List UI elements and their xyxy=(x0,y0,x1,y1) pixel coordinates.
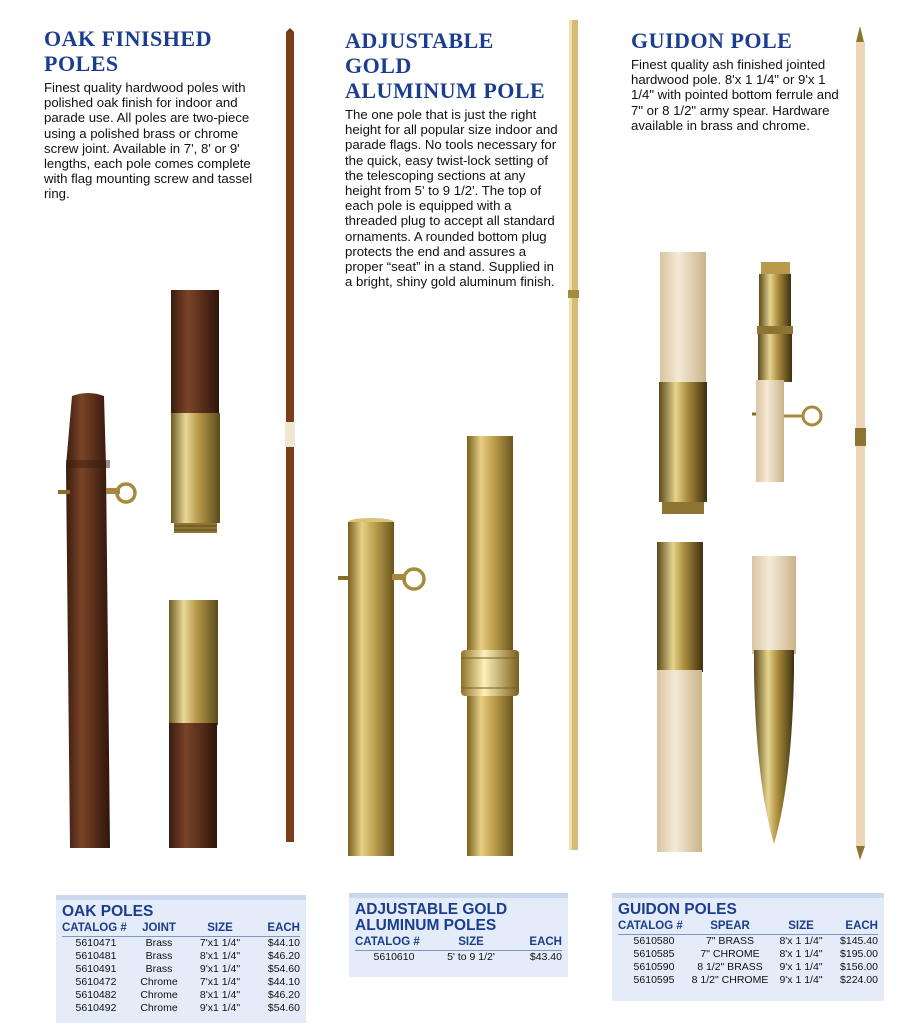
col-spear: SPEAR xyxy=(710,920,750,932)
guidon-pole-illustration xyxy=(650,22,880,867)
table-row xyxy=(62,950,300,963)
table-cell: 7" BRASS xyxy=(705,935,755,947)
table-cell: 5610472 xyxy=(75,976,117,988)
guidon-title: GUIDON POLE xyxy=(631,28,793,53)
table-cell: 8'x1 1/4" xyxy=(199,950,241,962)
col-catalog: CATALOG # xyxy=(618,920,683,932)
oak-title: OAK FINISHED POLES xyxy=(44,26,212,76)
table-cell: Chrome xyxy=(140,976,178,988)
gold-pole-bottom-section xyxy=(338,518,424,856)
table-cell: Chrome xyxy=(140,989,178,1001)
table-cell: 9'x 1 1/4" xyxy=(779,961,823,973)
gold-table-header xyxy=(355,936,562,951)
gold-title-line2: ALUMINUM POLE xyxy=(345,78,546,103)
table-cell: 9'x1 1/4" xyxy=(199,1002,241,1014)
table-cell: $54.60 xyxy=(267,1002,300,1014)
table-cell: 8 1/2" BRASS xyxy=(697,961,763,973)
table-row xyxy=(62,1002,300,1015)
oak-table-title: OAK POLES xyxy=(62,903,154,920)
table-cell: $156.00 xyxy=(840,961,878,973)
table-row xyxy=(62,937,300,950)
oak-description: Finest quality hardwood poles with polished oak finish for indoor and parade use. All poles are two-piece using a polished brass or chrome screw joint. Available in 7', 8' or 9' lengths, each pole comes complete with flag mounting screw and tassel ring. xyxy=(44,80,253,202)
table-cell: $54.60 xyxy=(267,963,300,975)
table-cell: Brass xyxy=(145,937,173,949)
table-cell: 5610595 xyxy=(633,974,675,986)
table-cell: $46.20 xyxy=(267,950,300,962)
table-cell: 5610585 xyxy=(633,948,675,960)
guidon-table-header xyxy=(618,920,878,935)
table-cell: 5' to 9 1/2' xyxy=(447,951,495,963)
col-each: EACH xyxy=(529,936,562,948)
table-cell: 7'x1 1/4" xyxy=(199,937,241,949)
guidon-pole-full-length xyxy=(855,26,866,860)
table-row xyxy=(618,935,878,948)
table-cell: $145.40 xyxy=(840,935,878,947)
col-catalog: CATALOG # xyxy=(62,922,127,934)
oak-pole-joint-bottom xyxy=(169,600,218,848)
gold-pole-illustration xyxy=(330,18,590,858)
table-cell: 7'x1 1/4" xyxy=(199,976,241,988)
col-size: SIZE xyxy=(788,920,814,932)
guidon-spear-ferrule xyxy=(752,262,821,482)
guidon-poles-table xyxy=(612,893,884,1001)
table-cell: $224.00 xyxy=(840,974,878,986)
guidon-pole-joint-top xyxy=(659,252,707,514)
oak-table-header xyxy=(62,922,300,937)
table-cell: 5610471 xyxy=(75,937,117,949)
table-cell: $43.40 xyxy=(529,951,562,963)
table-cell: 5610590 xyxy=(633,961,675,973)
table-cell: 5610492 xyxy=(75,1002,117,1014)
col-each: EACH xyxy=(845,920,878,932)
gold-pole-telescoping-section xyxy=(461,436,519,856)
table-row xyxy=(62,989,300,1002)
table-cell: 9'x 1 1/4" xyxy=(779,974,823,986)
col-catalog: CATALOG # xyxy=(355,936,420,948)
table-row xyxy=(355,951,562,964)
oak-pole-joint-top xyxy=(171,290,220,533)
guidon-pointed-ferrule xyxy=(752,556,796,844)
gold-pole-full-length xyxy=(568,20,579,850)
table-cell: 9'x1 1/4" xyxy=(199,963,241,975)
table-cell: 7" CHROME xyxy=(700,948,760,960)
table-cell: 5610580 xyxy=(633,935,675,947)
table-cell: Brass xyxy=(145,950,173,962)
table-cell: 8'x 1 1/4" xyxy=(779,935,823,947)
table-row xyxy=(618,974,878,987)
table-row xyxy=(618,948,878,961)
table-cell: 8'x 1 1/4" xyxy=(779,948,823,960)
table-cell: Chrome xyxy=(140,1002,178,1014)
table-cell: 5610482 xyxy=(75,989,117,1001)
col-joint: JOINT xyxy=(142,922,176,934)
table-cell: 8'x1 1/4" xyxy=(199,989,241,1001)
gold-poles-table xyxy=(349,893,568,977)
gold-description: The one pole that is just the right height for all popular size indoor and parade flags. No tools necessary for the quick, easy twist-lock setting of the telescoping sections at any height from 5' to 9 1/2'. The top of each pole is equipped with a threaded plug to accept all standard ornaments. A rounded bottom plug protects the end and assures a proper “seat” in a stand. Supplied in a bright, shiny gold aluminum finish. xyxy=(345,107,558,290)
table-cell: 5610481 xyxy=(75,950,117,962)
table-cell: Brass xyxy=(145,963,173,975)
col-each: EACH xyxy=(267,922,300,934)
guidon-pole-joint-bottom xyxy=(657,542,703,852)
oak-pole-full-length xyxy=(285,28,295,842)
gold-title-line1: ADJUSTABLE GOLD xyxy=(345,28,494,78)
table-cell: 5610610 xyxy=(373,951,415,963)
guidon-description: Finest quality ash finished jointed hardwood pole. 8'x 1 1/4" or 9'x 1 1/4" with pointed bottom ferrule and 7" or 8 1/2" army spear. Hardware available in brass and chrome. xyxy=(631,57,839,133)
table-cell: 5610491 xyxy=(75,963,117,975)
guidon-table-title: GUIDON POLES xyxy=(618,901,737,918)
table-cell: $46.20 xyxy=(267,989,300,1001)
table-row xyxy=(618,961,878,974)
table-cell: 8 1/2" CHROME xyxy=(691,974,769,986)
gold-table-title-line2: ALUMINUM POLES xyxy=(355,917,497,934)
table-cell: $44.10 xyxy=(267,937,300,949)
col-size: SIZE xyxy=(207,922,233,934)
oak-pole-illustration xyxy=(50,28,320,858)
table-row xyxy=(62,963,300,976)
col-size: SIZE xyxy=(458,936,484,948)
table-row xyxy=(62,976,300,989)
table-cell: $44.10 xyxy=(267,976,300,988)
oak-poles-table xyxy=(56,895,306,1023)
gold-table-title-line1: ADJUSTABLE GOLD xyxy=(355,901,508,918)
oak-pole-bottom-section xyxy=(58,393,135,848)
table-cell: $195.00 xyxy=(840,948,878,960)
